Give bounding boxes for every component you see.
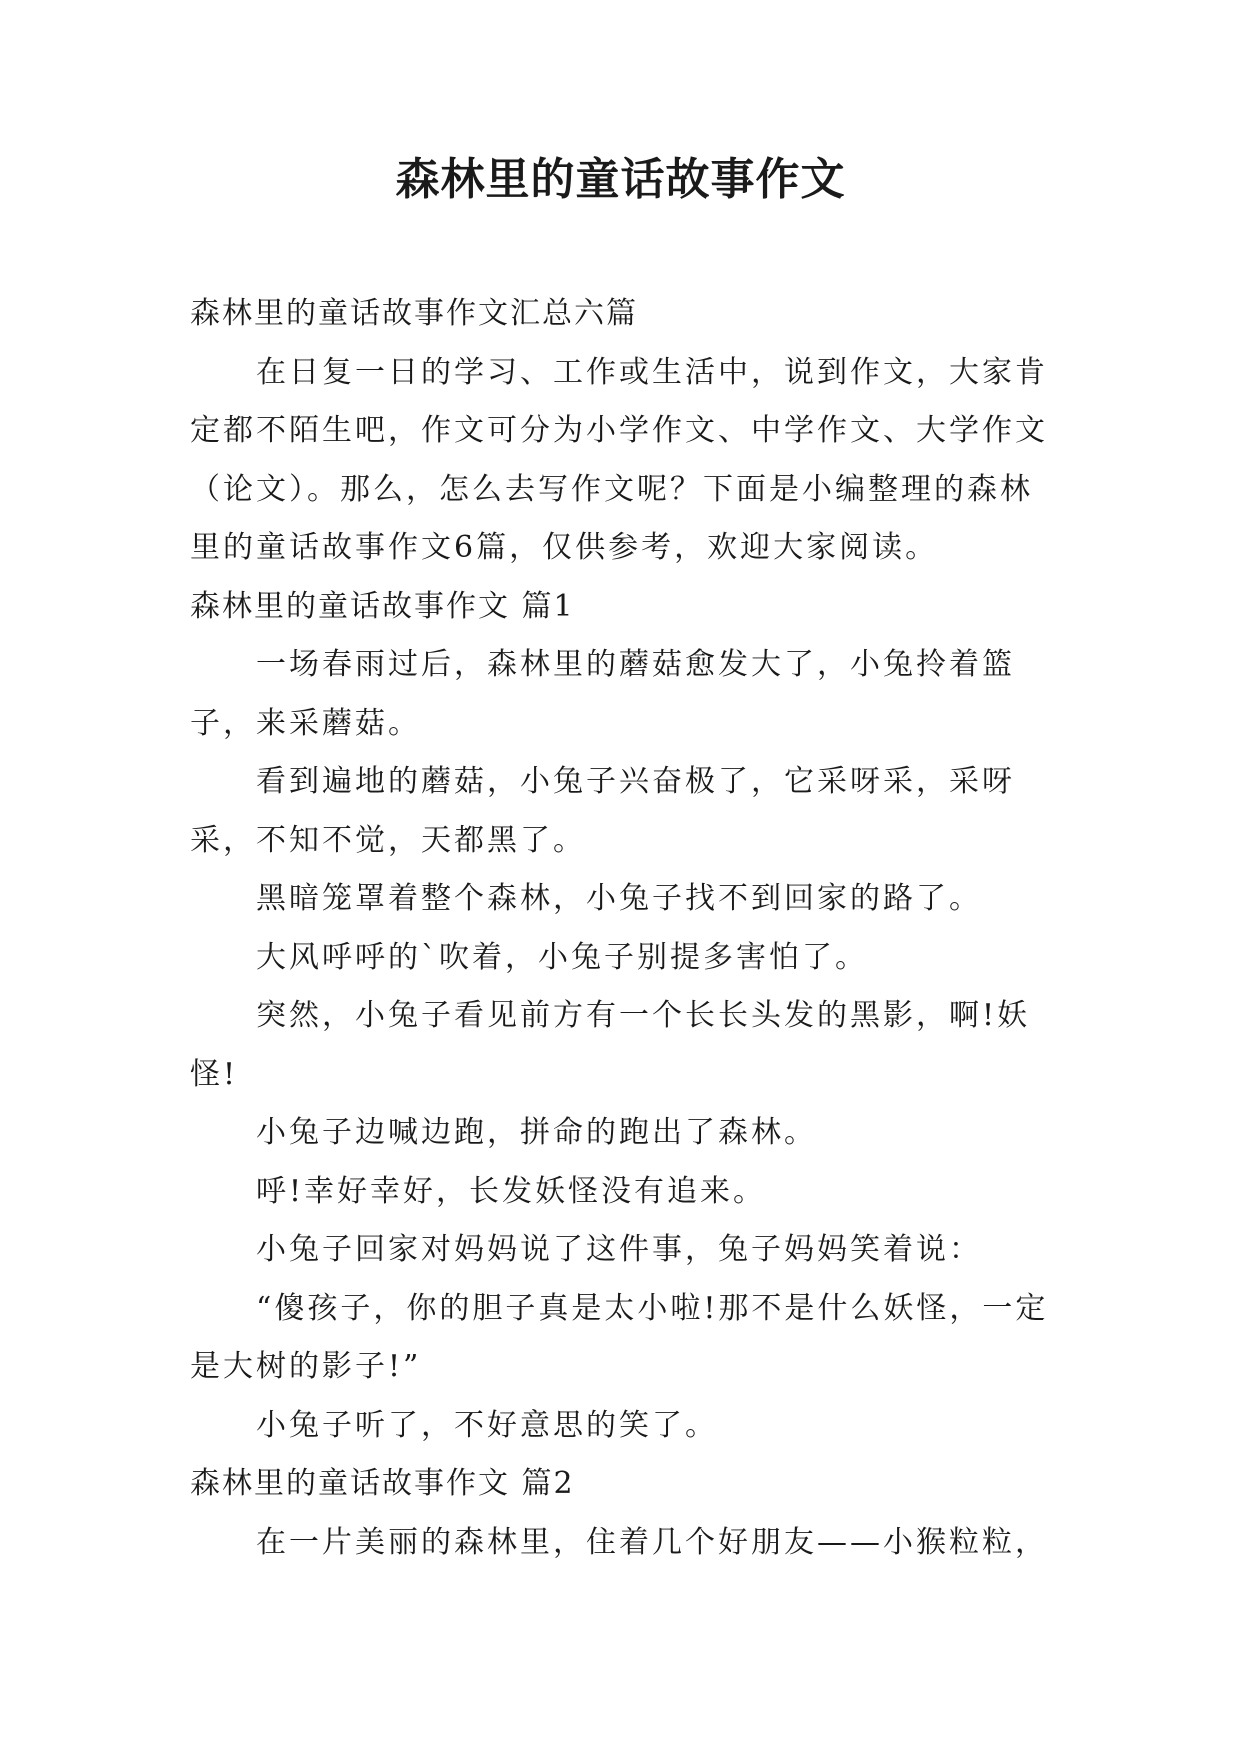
document-body (190, 285, 1050, 1572)
section-heading-2: 森林里的童话故事作文 篇2 (190, 1466, 575, 1501)
paragraph: 在一片美丽的森林里，住着几个好朋友——小猴粒粒， (256, 1524, 1048, 1560)
paragraph: 小兔子回家对妈妈说了这件事，兔子妈妈笑着说： (256, 1232, 982, 1267)
document-title: 森林里的童话故事作文 (395, 154, 846, 205)
paragraph: 呼!幸好幸好，长发妖怪没有追来。 (256, 1173, 767, 1209)
paragraph: 突然，小兔子看见前方有一个长长头发的黑影，啊!妖怪! (190, 998, 1031, 1092)
paragraph: “傻孩子，你的胆子真是太小啦!那不是什么妖怪，一定是大树的影子!” (190, 1290, 1049, 1384)
section-heading-intro: 森林里的童话故事作文汇总六篇 (190, 296, 638, 331)
paragraph: 小兔子边喊边跑，拼命的跑出了森林。 (256, 1115, 817, 1150)
paragraph: 大风呼呼的`吹着，小兔子别提多害怕了。 (256, 939, 868, 975)
paragraph: 黑暗笼罩着整个森林，小兔子找不到回家的路了。 (256, 881, 982, 916)
paragraph: 看到遍地的蘑菇，小兔子兴奋极了，它采呀采，采呀采，不知不觉，天都黑了。 (190, 764, 1015, 858)
section-heading-1: 森林里的童话故事作文 篇1 (190, 588, 575, 624)
paragraph: 一场春雨过后，森林里的蘑菇愈发大了，小兔拎着篮子，来采蘑菇。 (190, 647, 1015, 741)
paragraph-intro: 在日复一日的学习、工作或生活中，说到作文，大家肯定都不陌生吧，作文可分为小学作文、中学作文、大学作文（论文）。那么，怎么去写作文呢？下面是小编整理的森林里的童话故事作文6篇，仅供参考，欢迎大家阅读。 (190, 354, 1048, 565)
paragraph: 小兔子听了，不好意思的笑了。 (256, 1407, 718, 1443)
